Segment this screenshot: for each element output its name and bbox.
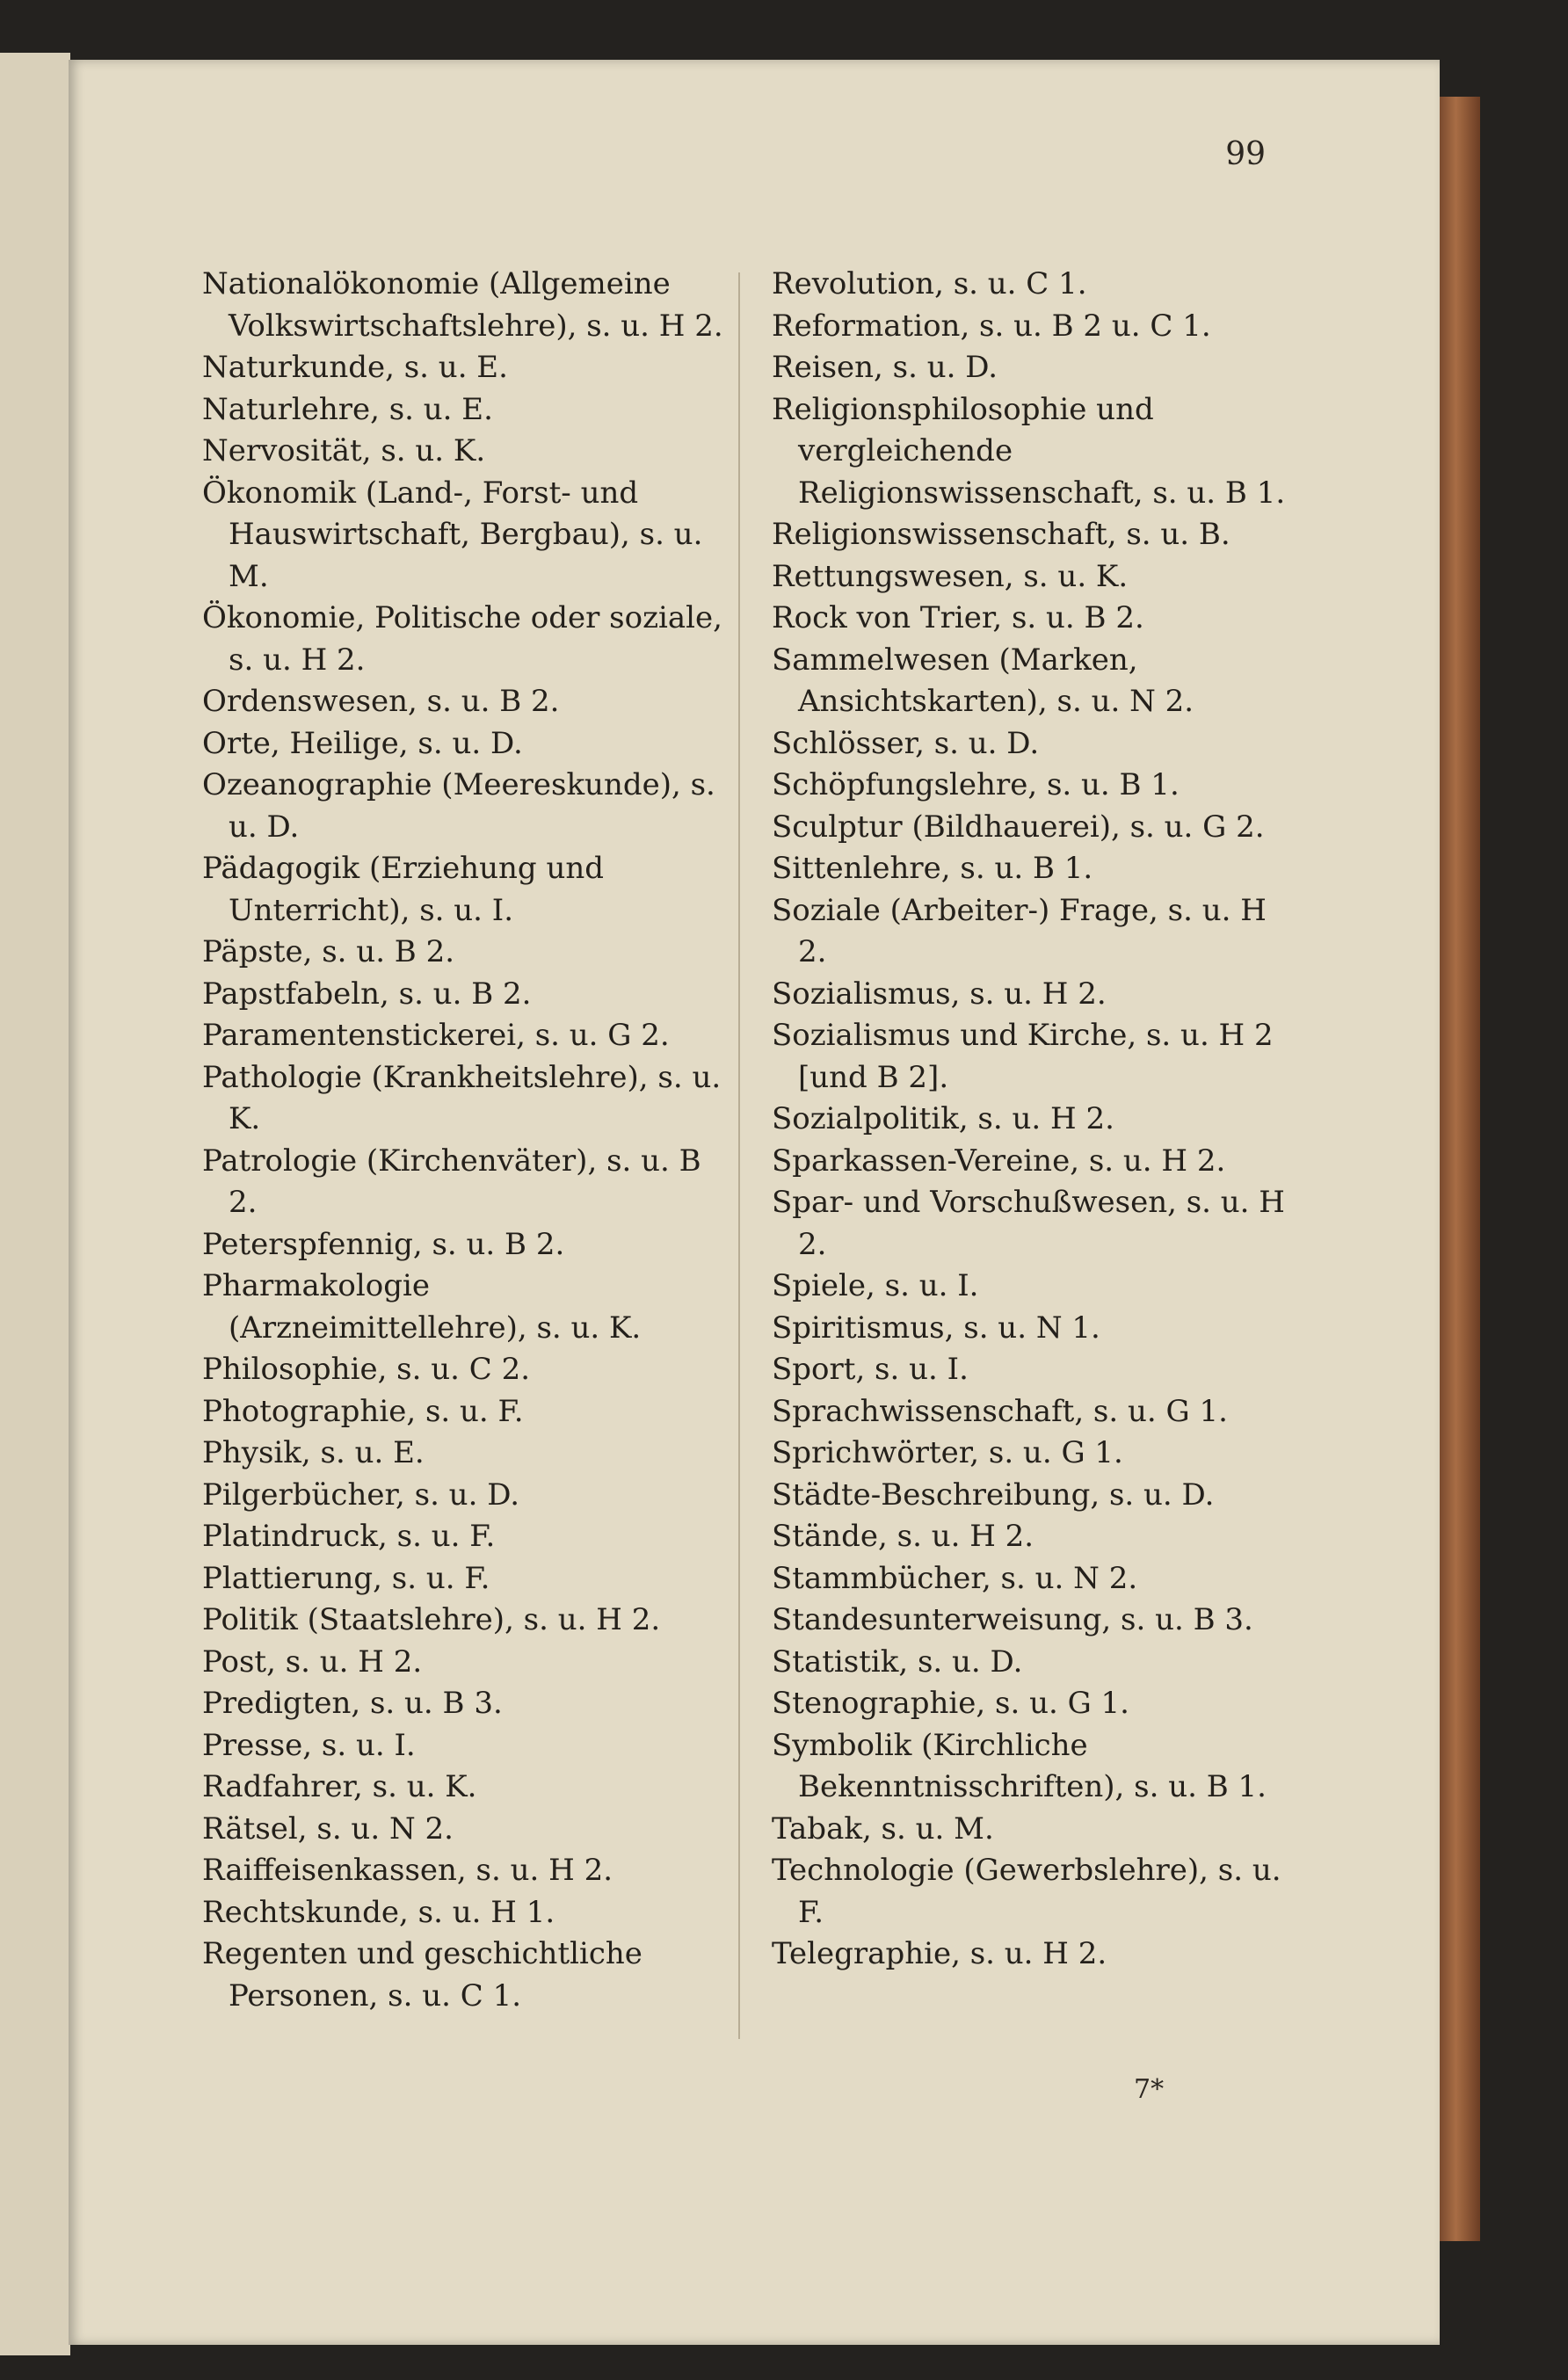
index-entry: Politik (Staatslehre), s. u. H 2. <box>202 1602 661 1637</box>
index-entry: Presse, s. u. I. <box>202 1727 416 1763</box>
index-entry: Rätsel, s. u. N 2. <box>202 1810 454 1847</box>
index-entry: Stände, s. u. H 2. <box>772 1519 1034 1554</box>
index-entry: Philosophie, s. u. C 2. <box>202 1352 531 1387</box>
index-entry: Sparkassen-Vereine, s. u. H 2. <box>772 1143 1226 1179</box>
index-column-left <box>202 264 730 2017</box>
book-cover-edge <box>1440 97 1480 2241</box>
index-entry: Ordenswesen, s. u. B 2. <box>202 684 560 719</box>
index-entry: Statistik, s. u. D. <box>772 1644 1023 1680</box>
index-entry: Sprichwörter, s. u. G 1. <box>772 1435 1123 1470</box>
index-entry: Sculptur (Bildhauerei), s. u. G 2. <box>772 809 1265 845</box>
index-entry: Regenten und geschichtliche Personen, s. u. C 1. <box>202 1936 642 2014</box>
index-entry: Schlösser, s. u. D. <box>772 725 1040 761</box>
index-entry: Spiele, s. u. I. <box>772 1268 979 1303</box>
index-entry: Soziale (Arbeiter-) Frage, s. u. H 2. <box>772 892 1267 969</box>
index-entry: Paramentenstickerei, s. u. G 2. <box>202 1018 670 1053</box>
index-entry: Tabak, s. u. M. <box>772 1810 994 1847</box>
index-entry: Sozialismus und Kirche, s. u. H 2 [und B 2]. <box>772 1018 1274 1095</box>
facing-page-edge <box>0 53 70 2355</box>
index-entry: Photographie, s. u. F. <box>202 1393 524 1429</box>
index-entry: Reformation, s. u. B 2 u. C 1. <box>772 308 1211 344</box>
index-entry: Städte-Beschreibung, s. u. D. <box>772 1477 1215 1513</box>
index-entry: Spiritismus, s. u. N 1. <box>772 1310 1100 1346</box>
index-column-right <box>772 264 1299 1976</box>
index-entry: Ozeanographie (Meereskunde), s. u. D. <box>202 767 715 845</box>
index-entry: Reisen, s. u. D. <box>772 350 998 385</box>
index-entry: Rettungswesen, s. u. K. <box>772 558 1129 594</box>
index-entry: Sittenlehre, s. u. B 1. <box>772 851 1093 886</box>
index-entry: Standesunterweisung, s. u. B 3. <box>772 1602 1253 1637</box>
index-entry: Nationalökonomie (Allgemeine Volkswirtschaftslehre), s. u. H 2. <box>202 266 723 344</box>
index-entry: Rechtskunde, s. u. H 1. <box>202 1894 555 1930</box>
index-entry: Religionswissenschaft, s. u. B. <box>772 517 1230 552</box>
index-entry: Raiffeisenkassen, s. u. H 2. <box>202 1853 613 1888</box>
index-entry: Post, s. u. H 2. <box>202 1644 423 1680</box>
index-entry: Sammelwesen (Marken, Ansichtskarten), s. u. N 2. <box>772 642 1194 719</box>
index-entry: Naturkunde, s. u. E. <box>202 350 508 385</box>
index-entry: Ökonomie, Politische oder soziale, s. u. H 2. <box>202 600 722 678</box>
index-entry: Stammbücher, s. u. N 2. <box>772 1560 1138 1596</box>
index-entry: Predigten, s. u. B 3. <box>202 1686 503 1721</box>
index-entry: Ökonomik (Land-, Forst- und Hauswirtschaft, Bergbau), s. u. M. <box>202 475 703 594</box>
index-entry: Technologie (Gewerbslehre), s. u. F. <box>772 1853 1281 1930</box>
index-entry: Platindruck, s. u. F. <box>202 1519 496 1554</box>
index-entry: Pharmakologie (Arzneimittellehre), s. u. K. <box>202 1268 642 1346</box>
index-entry: Telegraphie, s. u. H 2. <box>772 1936 1107 1971</box>
index-entry: Schöpfungslehre, s. u. B 1. <box>772 767 1180 802</box>
index-entry: Symbolik (Kirchliche Bekenntnisschriften), s. u. B 1. <box>772 1727 1267 1804</box>
index-entry: Sozialpolitik, s. u. H 2. <box>772 1101 1114 1136</box>
index-entry: Sprachwissenschaft, s. u. G 1. <box>772 1393 1228 1429</box>
index-entry: Rock von Trier, s. u. B 2. <box>772 600 1144 635</box>
index-entry: Spar- und Vorschußwesen, s. u. H 2. <box>772 1185 1285 1262</box>
index-entry: Plattierung, s. u. F. <box>202 1560 490 1596</box>
index-entry: Pilgerbücher, s. u. D. <box>202 1477 520 1513</box>
page-number: 99 <box>1225 136 1266 172</box>
index-entry: Päpste, s. u. B 2. <box>202 934 455 969</box>
index-entry: Pathologie (Krankheitslehre), s. u. K. <box>202 1059 722 1136</box>
index-entry: Papstfabeln, s. u. B 2. <box>202 976 532 1012</box>
index-entry: Sozialismus, s. u. H 2. <box>772 976 1107 1012</box>
index-entry: Radfahrer, s. u. K. <box>202 1769 477 1804</box>
index-entry: Stenographie, s. u. G 1. <box>772 1686 1129 1721</box>
index-entry: Naturlehre, s. u. E. <box>202 391 493 427</box>
signature-mark: 7* <box>1134 2074 1165 2105</box>
index-entry: Pädagogik (Erziehung und Unterricht), s. u. I. <box>202 851 605 928</box>
index-entry: Nervosität, s. u. K. <box>202 433 486 468</box>
index-entry: Religionsphilosophie und vergleichende Religionswissenschaft, s. u. B 1. <box>772 391 1286 511</box>
index-entry: Sport, s. u. I. <box>772 1352 969 1387</box>
column-divider <box>738 272 740 2039</box>
index-entry: Revolution, s. u. C 1. <box>772 266 1087 301</box>
index-entry: Peterspfennig, s. u. B 2. <box>202 1226 565 1262</box>
index-entry: Physik, s. u. E. <box>202 1435 425 1470</box>
index-entry: Orte, Heilige, s. u. D. <box>202 725 523 761</box>
index-entry: Patrologie (Kirchenväter), s. u. B 2. <box>202 1143 701 1220</box>
